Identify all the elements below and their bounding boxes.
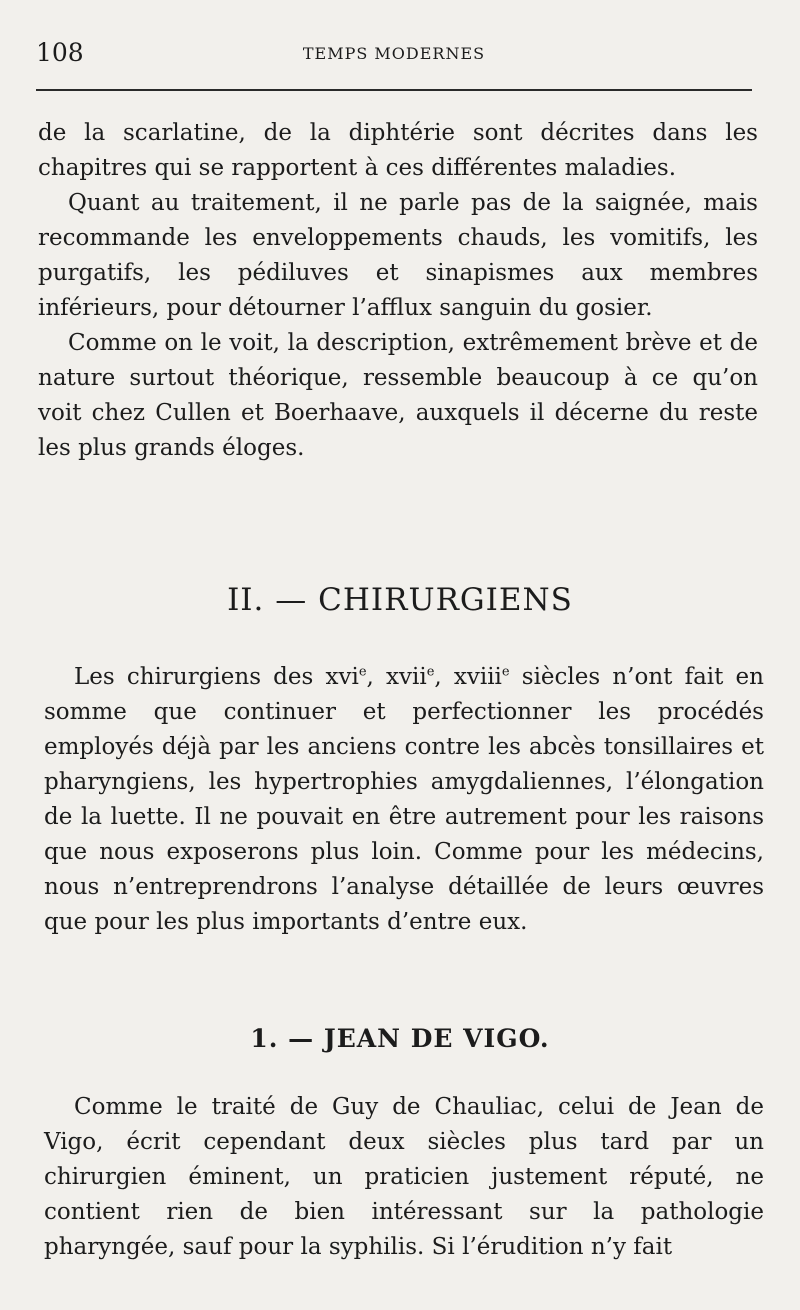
header-rule bbox=[36, 89, 752, 91]
intro-text-2: , xvii bbox=[366, 664, 427, 690]
treatment-paragraph: Quant au traitement, il ne parle pas de la saignée, mais recommande les enveloppements chauds, les vomitifs, les purgatifs, les pédiluves et sinapismes aux membres inférieurs, pour détourner l’afflux sanguin du gosier. bbox=[38, 190, 758, 321]
subsection-title: 1. — JEAN DE VIGO. bbox=[250, 1024, 550, 1053]
intro-text-4: siècles n’ont fait en somme que continuer et perfectionner les procédés employés déjà par les anciens contre les abcès tonsillaires et pharyngiens, les hypertrophies amygdaliennes, l’élongation de la luette. Il ne pouvait en être autrement pour les raisons que nous exposerons plus loin. Comme pour les médecins, nous n’entreprendrons l’analyse détaillée de leurs œuvres que pour les plus importants d’entre eux. bbox=[44, 664, 764, 935]
subsection-text bbox=[44, 1090, 764, 1265]
intro-sup-1: e bbox=[358, 664, 367, 680]
continuation-paragraph: de la scarlatine, de la diphtérie sont décrites dans les chapitres qui se rapportent à ces différentes maladies. bbox=[38, 120, 758, 181]
page-header bbox=[36, 38, 752, 72]
running-title: TEMPS MODERNES bbox=[302, 44, 486, 63]
chapter-intro-paragraph bbox=[44, 660, 764, 940]
intro-text-3: , xviii bbox=[434, 664, 502, 690]
intro-sup-2: e bbox=[426, 664, 435, 680]
intro-sup-3: e bbox=[501, 664, 510, 680]
chapter-intro bbox=[44, 660, 764, 940]
section-one-text bbox=[38, 116, 758, 466]
chapter-title: II. — CHIRURGIENS bbox=[227, 582, 573, 618]
page-number: 108 bbox=[36, 38, 84, 67]
description-paragraph: Comme on le voit, la description, extrêmement brève et de nature surtout théorique, ressemble beaucoup à ce qu’on voit chez Cullen et Boerhaave, auxquels il décerne du reste les plus grands éloges. bbox=[38, 330, 758, 461]
intro-text-1: Les chirurgiens des xvi bbox=[74, 664, 359, 690]
vigo-paragraph: Comme le traité de Guy de Chauliac, celui de Jean de Vigo, écrit cependant deux siècles plus tard par un chirurgien éminent, un praticien justement réputé, ne contient rien de bien intéressant sur la pathologie pharyngée, sauf pour la syphilis. Si l’érudition n’y fait bbox=[44, 1094, 764, 1260]
